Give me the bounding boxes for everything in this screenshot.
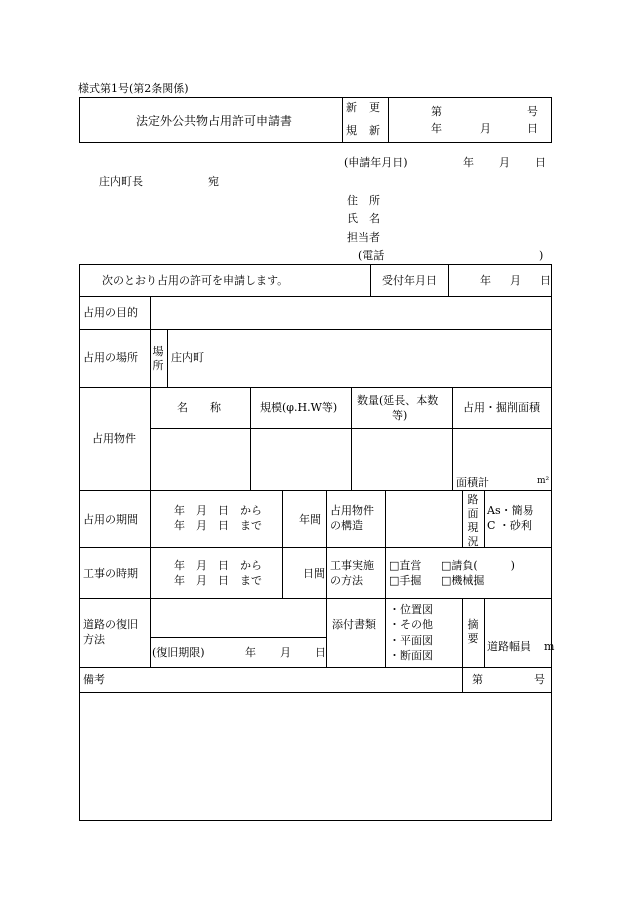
location-label: 占用の場所	[83, 351, 138, 364]
remarks-label: 備考	[83, 673, 105, 686]
contact-label: 担当者	[347, 231, 380, 244]
structure-2: の構造	[330, 519, 363, 532]
work-from: 年 月 日 から	[174, 559, 262, 572]
form-number: 様式第1号(第2条関係)	[78, 82, 189, 95]
attach-label: 添付書類	[332, 618, 376, 631]
attach-item: ・その他	[389, 618, 433, 631]
form-title: 法定外公共物占用許可申請書	[136, 114, 293, 128]
opt-machine: □機械掘	[441, 574, 485, 587]
address-label: 住 所	[347, 194, 380, 207]
restore-tsuki: 月	[280, 646, 291, 659]
col-area: 占用・掘削面積	[463, 401, 540, 414]
shin2-label: 新	[369, 124, 380, 137]
period-to: 年 月 日 まで	[174, 519, 262, 532]
intro-text: 次のとおり占用の許可を申請します。	[102, 274, 289, 287]
rcv-nen: 年	[480, 274, 491, 287]
opt-hand: □手掘	[389, 574, 422, 587]
area-total-label: 面積計	[456, 476, 489, 489]
road-as: As・簡易	[487, 504, 534, 517]
received-date-label: 受付年月日	[382, 274, 437, 287]
purpose-label: 占用の目的	[83, 306, 138, 319]
col-scale: 規模(φ.H.W等)	[260, 401, 338, 414]
rcv-hi: 日	[540, 274, 551, 287]
attach-item: ・平面図	[389, 634, 433, 647]
phone-label: (電話	[358, 249, 385, 262]
opt-direct: □直営	[389, 559, 422, 572]
years-label: 年間	[299, 513, 321, 526]
road-status-label: 路面現況	[467, 493, 479, 548]
area-unit: m²	[537, 476, 550, 486]
restore-nen: 年	[245, 646, 256, 659]
app-hi: 日	[535, 156, 546, 169]
app-nen: 年	[463, 156, 474, 169]
col-qty-1: 数量(延長、本数	[357, 394, 439, 407]
app-tsuki: 月	[499, 156, 510, 169]
restore-hi: 日	[315, 646, 326, 659]
rcv-tsuki: 月	[510, 274, 521, 287]
period-label: 占用の期間	[83, 513, 138, 526]
restore-2: 方法	[83, 633, 105, 646]
nen-label: 年	[431, 122, 442, 135]
road-c: C ・砂利	[487, 519, 532, 532]
kou-label: 更	[369, 101, 380, 114]
tsuki-label: 月	[480, 122, 491, 135]
attach-item: ・位置図	[389, 603, 433, 616]
phone-close: )	[539, 249, 544, 262]
hi-label: 日	[527, 122, 538, 135]
name-label: 氏 名	[347, 212, 380, 225]
gou-label: 号	[527, 105, 538, 118]
col-qty-2: 等)	[392, 409, 408, 422]
object-label: 占用物件	[92, 432, 136, 445]
work-label: 工事の時期	[83, 567, 138, 580]
recipient-ate: 宛	[208, 175, 219, 188]
restore-1: 道路の復旧	[83, 618, 138, 631]
remarks-gou: 号	[534, 673, 545, 686]
shin-label: 新	[346, 101, 357, 114]
work-to: 年 月 日 まで	[174, 574, 262, 587]
location-value: 庄内町	[171, 351, 204, 364]
days-label: 日間	[303, 567, 325, 580]
period-from: 年 月 日 から	[174, 504, 262, 517]
location-sub-label: 場所	[152, 345, 164, 372]
road-width-unit: m	[544, 640, 555, 653]
opt-contract: □請負( )	[441, 559, 515, 572]
summary-label: 摘要	[467, 618, 479, 645]
attach-item: ・断面図	[389, 649, 433, 662]
road-width-label: 道路幅員	[487, 640, 531, 653]
col-name: 名 称	[177, 401, 221, 414]
application-date-label: (申請年月日)	[344, 156, 408, 169]
recipient: 庄内町長	[99, 175, 143, 188]
dai-label: 第	[431, 105, 442, 118]
ki-label: 規	[346, 124, 357, 137]
method-1: 工事実施	[330, 559, 374, 572]
structure-1: 占用物件	[330, 504, 374, 517]
remarks-dai: 第	[472, 673, 483, 686]
restore-deadline-label: (復旧期限)	[152, 646, 205, 659]
method-2: の方法	[330, 574, 363, 587]
